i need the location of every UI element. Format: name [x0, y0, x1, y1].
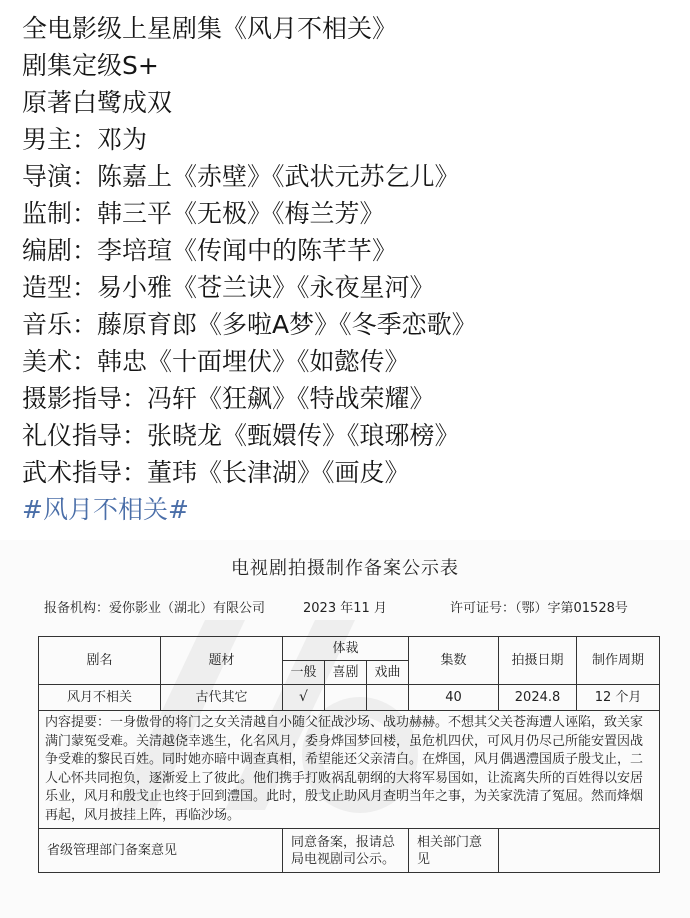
header-type-general: 一般	[283, 661, 325, 685]
post-line: 编剧：李培瑄《传闻中的陈芊芊》	[22, 236, 398, 265]
provincial-opinion: 同意备案，报请总局电视剧司公示。	[283, 829, 409, 873]
dept-opinion	[499, 829, 660, 873]
post-line: 监制：韩三平《无极》《梅兰芳》	[22, 199, 385, 228]
cell-episodes: 40	[409, 685, 499, 711]
post-line: 男主：邓为	[22, 125, 148, 154]
summary-cell: 内容提要：一身傲骨的将门之女关清越自小随父征战沙场、战功赫赫。不想其父关苍海遭人诬陷，致关家满门蒙冤受难。关清越侥幸逃生，化名风月，委身烨国梦回楼，虽危机四伏，可风月仍尽己所能安置因战争受难的黎民百姓。同时她亦暗中调查真相，希望能还父亲清白。在烨国，风月偶遇澧国质子殷戈止，二人心怀共同抱负，逐渐爱上了彼此。他们携手打败祸乱朝纲的大将军易国如，让流离失所的百姓得以安居乐业，风月和殷戈止也终于回到澧国。此时，殷戈止助风月查明当年之事，为关家洗清了冤屈。然而烽烟再起，风月披挂上阵，再临沙场。	[39, 711, 660, 829]
header-type-group: 体裁	[283, 637, 409, 661]
post-line: 武术指导：董玮《长津湖》《画皮》	[22, 458, 410, 487]
cell-type-general: √	[283, 685, 325, 711]
registration-table	[38, 636, 660, 873]
hashtag-link[interactable]: #风月不相关#	[22, 495, 189, 524]
header-type-opera: 戏曲	[367, 661, 409, 685]
license-field: 许可证号：（鄂）字第01528号	[450, 601, 628, 616]
post-line: 美术：韩忠《十面埋伏》《如懿传》	[22, 347, 410, 376]
cell-cycle: 12 个月	[577, 685, 660, 711]
header-genre: 题材	[161, 637, 283, 685]
header-name: 剧名	[39, 637, 161, 685]
cell-shoot-date: 2024.8	[499, 685, 577, 711]
post-line: 原著白鹭成双	[22, 88, 173, 117]
provincial-label: 省级管理部门备案意见	[39, 829, 283, 873]
cell-name: 风月不相关	[39, 685, 161, 711]
post-text	[22, 10, 672, 528]
post-line: 音乐：藤原育郎《多啦A梦》《冬季恋歌》	[22, 310, 477, 339]
date-field: 2023 年11 月	[303, 601, 387, 616]
header-shoot-date: 拍摄日期	[499, 637, 577, 685]
cell-genre: 古代其它	[161, 685, 283, 711]
header-episodes: 集数	[409, 637, 499, 685]
post-line: 造型：易小雅《苍兰诀》《永夜星河》	[22, 273, 435, 302]
header-cycle: 制作周期	[577, 637, 660, 685]
agency-field: 报备机构：爱你影业（湖北）有限公司	[44, 601, 266, 616]
post-line: 导演：陈嘉上《赤壁》《武状元苏乞儿》	[22, 162, 460, 191]
post-line: 全电影级上星剧集《风月不相关》	[22, 14, 398, 43]
post-line: 摄影指导：冯轩《狂飙》《特战荣耀》	[22, 384, 435, 413]
document-title: 电视剧拍摄制作备案公示表	[231, 558, 459, 579]
cell-type-opera	[367, 685, 409, 711]
post-line: 剧集定级S+	[22, 51, 159, 80]
registration-sheet-image	[0, 540, 690, 918]
dept-label: 相关部门意见	[409, 829, 499, 873]
post-line: 礼仪指导：张晓龙《甄嬛传》《琅琊榜》	[22, 421, 460, 450]
header-type-comedy: 喜剧	[325, 661, 367, 685]
cell-type-comedy	[325, 685, 367, 711]
